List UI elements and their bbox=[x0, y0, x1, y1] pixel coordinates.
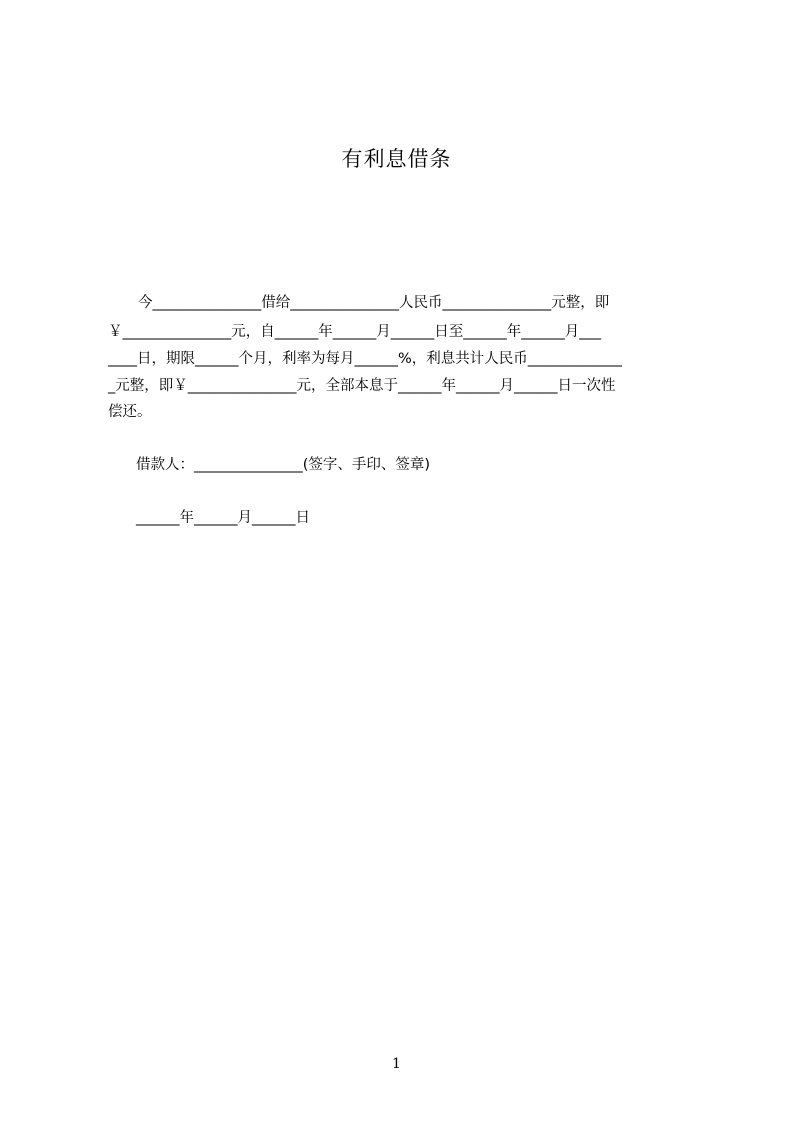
body-line: _元整，即￥_______________元，全部本息于______年______月______日一次性 bbox=[108, 378, 616, 394]
date-line: ______年______月______日 bbox=[136, 510, 310, 526]
borrower-signature-line: 借款人：_______________(签字、手印、签章) bbox=[136, 457, 431, 473]
body-line: 偿还。 bbox=[108, 404, 152, 420]
body-line: 今_______________借给_______________人民币_______________元整，即 bbox=[138, 295, 610, 311]
page-number: 1 bbox=[392, 1056, 401, 1072]
body-line: ￥_______________元，自______年______月______日至______年______月___ bbox=[108, 324, 601, 340]
body-line: ____日，期限______个月，利率为每月______%，利息共计人民币_____________ bbox=[108, 351, 623, 367]
document-title: 有利息借条 bbox=[341, 147, 452, 171]
